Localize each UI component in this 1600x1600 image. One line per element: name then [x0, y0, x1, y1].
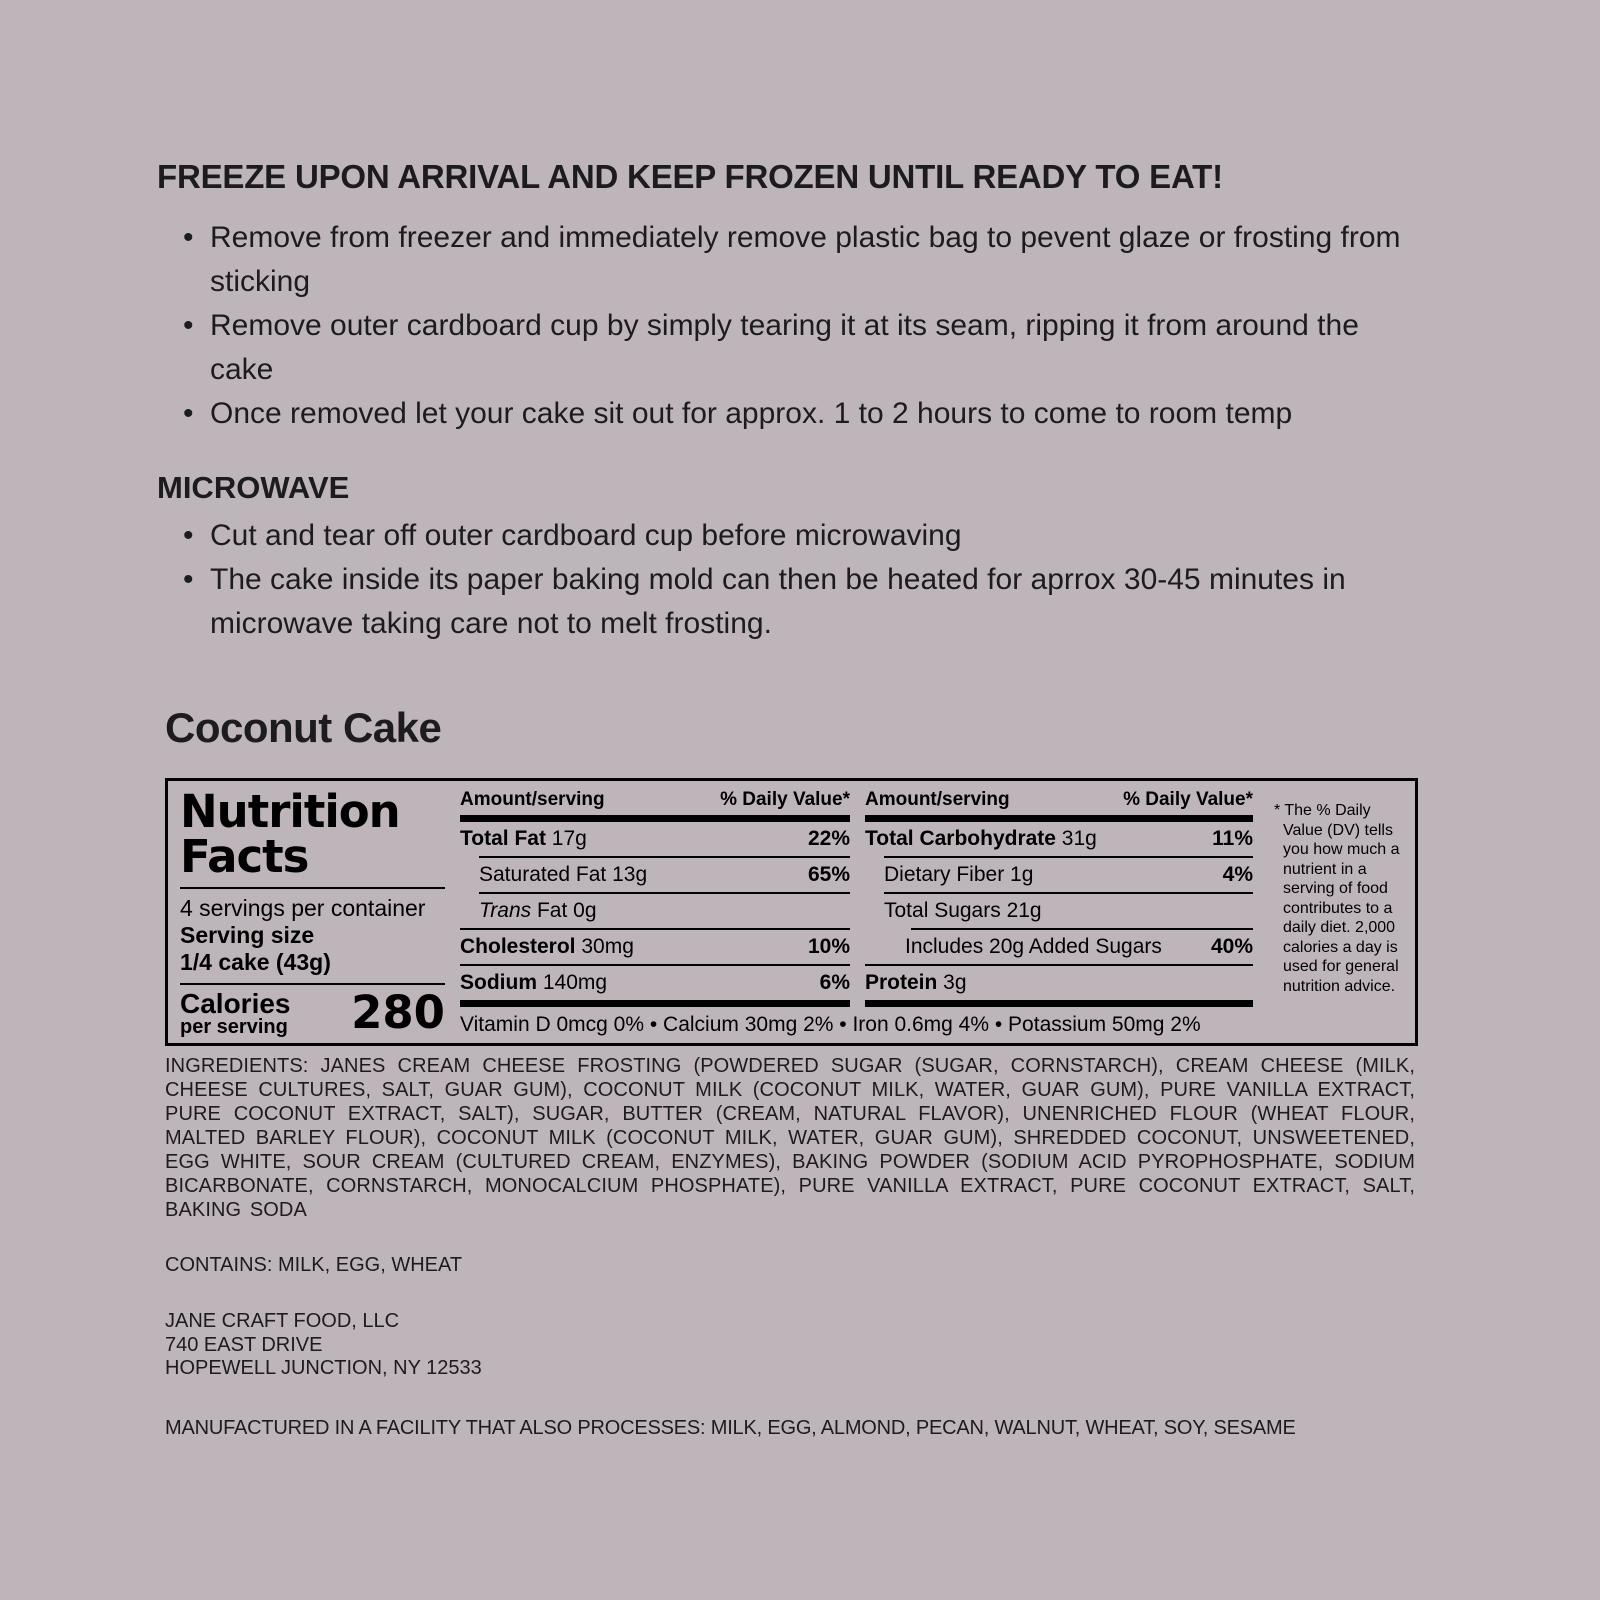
nutrient-row — [865, 822, 1253, 856]
nutrition-column-fat-sodium — [460, 787, 850, 1007]
nutrition-title-line1: Nutrition — [180, 785, 400, 838]
instruction-bullet: • Remove outer cardboard cup by simply tearing it at its seam, ripping it from around the cake — [157, 304, 1423, 392]
facility-notice: MANUFACTURED IN A FACILITY THAT ALSO PROCESSES: MILK, EGG, ALMOND, PECAN, WALNUT, WHEAT, SOY, SESAME — [165, 1416, 1296, 1439]
nutrient-row — [865, 894, 1253, 928]
instruction-bullet: • Once removed let your cake sit out for approx. 1 to 2 hours to come to room temp — [157, 392, 1423, 436]
thick-bar — [865, 1000, 1253, 1007]
nutrient-name-amount: Total Sugars 21g — [884, 899, 1042, 922]
calories-value: 280 — [351, 986, 445, 1039]
divider — [180, 983, 445, 985]
instruction-bullet: • Cut and tear off outer cardboard cup before microwaving — [157, 514, 1423, 558]
nutrient-row — [460, 966, 850, 1000]
daily-value-footnote: * The % Daily Value (DV) tells you how much a nutrient in a serving of food contributes to a daily diet. 2,000 calories a day is used for general nutrition advice. — [1274, 802, 1400, 995]
daily-value-header: % Daily Value* — [720, 789, 850, 810]
serving-size-label: Serving size — [180, 922, 315, 948]
column-header — [865, 787, 1253, 815]
servings-per-container: 4 servings per container — [180, 895, 426, 921]
nutrient-name-amount: Cholesterol 30mg — [460, 935, 634, 958]
nutrition-facts-left-column — [180, 787, 445, 1037]
nutrient-row — [460, 930, 850, 964]
nutrient-name-amount: Includes 20g Added Sugars — [905, 935, 1162, 958]
manufacturer-block — [165, 1310, 1423, 1381]
nutrient-name-amount: Saturated Fat 13g — [479, 863, 648, 886]
ingredients-paragraph: INGREDIENTS: JANES CREAM CHEESE FROSTING (POWDERED SUGAR (SUGAR, CORNSTARCH), CREAM CHEESE (MILK, CHEESE CULTURES, SALT, GUAR GUM), COCONUT MILK (COCONUT MILK, WATER, GUAR GUM), PURE VANILLA EXTRACT, PURE COCONUT EXTRACT, SALT), SUGAR, BUTTER (CREAM, NATURAL FLAVOR), UNENRICHED FLOUR (WHEAT FLOUR, MALTED BARLEY FLOUR), COCONUT MILK (COCONUT MILK, WATER, GUAR GUM), SHREDDED COCONUT, UNSWEETENED, EGG WHITE, SOUR CREAM (CULTURED CREAM, ENZYMES), BAKING POWDER (SODIUM ACID PYROPHOSPHATE, SODIUM BICARBONATE, CORNSTARCH, MONOCALCIUM PHOSPHATE), PURE VANILLA EXTRACT, PURE COCONUT EXTRACT, SALT, BAKING SODA — [165, 1055, 1415, 1221]
instruction-bullet: • The cake inside its paper baking mold can then be heated for aprrox 30-45 minutes in microwave taking care not to melt frosting. — [157, 558, 1423, 646]
nutrient-row — [865, 930, 1253, 964]
column-header — [460, 787, 850, 815]
nutrient-row — [460, 822, 850, 856]
manufacturer-address-line2: HOPEWELL JUNCTION, NY 12533 — [165, 1357, 482, 1379]
nutrient-row — [460, 894, 850, 928]
nutrient-daily-value: 10% — [807, 935, 850, 958]
nutrient-daily-value: 11% — [1212, 827, 1253, 850]
nutrition-facts-title — [180, 785, 445, 883]
storage-bullet-list — [157, 216, 1423, 436]
micronutrients-line: Vitamin D 0mcg 0% • Calcium 30mg 2% • Iron 0.6mg 4% • Potassium 50mg 2% — [460, 1013, 1201, 1036]
nutrient-daily-value: 22% — [807, 827, 850, 850]
calories-label: Calories — [180, 988, 291, 1019]
nutrient-row — [460, 858, 850, 892]
nutrition-facts-panel — [165, 778, 1418, 1046]
nutrient-row — [865, 966, 1253, 1000]
nutrient-daily-value: 6% — [819, 971, 850, 994]
manufacturer-name: JANE CRAFT FOOD, LLC — [165, 1310, 400, 1332]
thick-bar — [865, 815, 1253, 822]
serving-size-value: 1/4 cake (43g) — [180, 949, 331, 975]
allergen-contains-line: CONTAINS: MILK, EGG, WHEAT — [165, 1254, 463, 1276]
nutrient-name-amount: Dietary Fiber 1g — [884, 863, 1034, 886]
divider — [180, 887, 445, 889]
nutrient-name-amount: Total Carbohydrate 31g — [865, 827, 1097, 850]
calories-row — [180, 986, 445, 1039]
daily-value-header: % Daily Value* — [1123, 789, 1253, 810]
instruction-bullet: • Remove from freezer and immediately remove plastic bag to pevent glaze or frosting from sticking — [157, 216, 1423, 304]
storage-heading: FREEZE UPON ARRIVAL AND KEEP FROZEN UNTIL READY TO EAT! — [157, 158, 1223, 195]
calories-sublabel: per serving — [180, 1016, 288, 1038]
nutrition-title-line2: Facts — [180, 830, 309, 883]
calories-label-block — [180, 990, 291, 1037]
microwave-heading: MICROWAVE — [157, 470, 350, 505]
product-title: Coconut Cake — [165, 704, 442, 751]
microwave-bullet-list — [157, 514, 1423, 646]
thick-bar — [460, 815, 850, 822]
nutrient-name-amount: Trans Fat 0g — [479, 899, 597, 922]
label-content — [157, 158, 1423, 1440]
nutrient-name-amount: Total Fat 17g — [460, 827, 587, 850]
nutrient-row — [865, 858, 1253, 892]
thick-bar — [460, 1000, 850, 1007]
nutrient-daily-value: 40% — [1210, 935, 1253, 958]
manufacturer-address-line1: 740 EAST DRIVE — [165, 1333, 323, 1356]
nutrient-daily-value: 65% — [807, 863, 850, 886]
nutrient-name-amount: Protein 3g — [865, 971, 967, 994]
nutrition-column-carb-protein — [865, 787, 1253, 1007]
amount-serving-header: Amount/serving — [865, 789, 1010, 810]
nutrient-name-amount: Sodium 140mg — [460, 971, 608, 994]
nutrient-daily-value: 4% — [1222, 863, 1253, 886]
amount-serving-header: Amount/serving — [460, 789, 605, 810]
